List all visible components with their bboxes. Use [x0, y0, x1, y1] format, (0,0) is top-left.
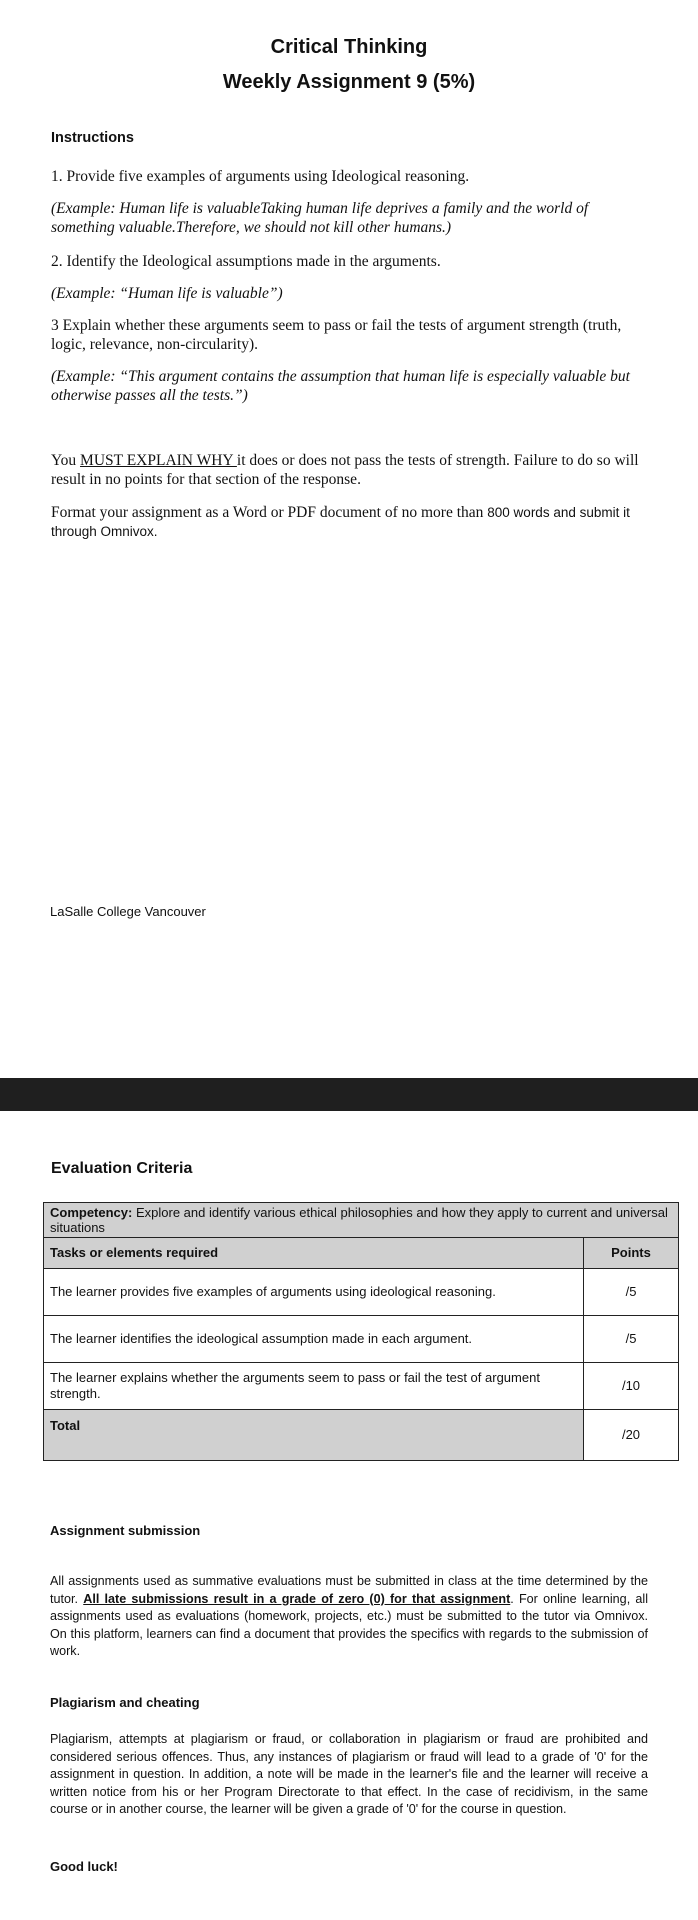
format-paragraph — [51, 503, 631, 541]
format-suffix: 800 words and submit it through Omnivox. — [51, 505, 630, 539]
col-header-points: Points — [584, 1238, 679, 1269]
table-row — [44, 1363, 679, 1410]
format-prefix: Format your assignment as a Word or PDF document of no more than — [51, 504, 488, 521]
late-submission-warning: All late submissions result in a grade of zero (0) for that assignment — [83, 1591, 511, 1606]
points-cell: /10 — [584, 1363, 679, 1410]
col-header-tasks: Tasks or elements required — [44, 1238, 584, 1269]
instruction-item-1: 1. Provide five examples of arguments using Ideological reasoning. — [51, 168, 470, 185]
page-divider — [0, 1078, 698, 1111]
competency-row — [44, 1203, 679, 1238]
must-suffix: it does or does not pass the tests of strength. Failure to do so will result in no points for that section of the response. — [51, 452, 639, 488]
instructions-heading: Instructions — [51, 130, 134, 146]
table-header-row — [44, 1238, 679, 1269]
evaluation-heading: Evaluation Criteria — [51, 1160, 193, 1177]
instruction-example-1: (Example: Human life is valuableTaking human life deprives a family and the world of something valuable.Therefore, we should not kill other humans.) — [51, 200, 589, 236]
total-points: /20 — [584, 1410, 679, 1461]
instruction-example-2: (Example: “Human life is valuable”) — [51, 285, 283, 302]
closing-text: Good luck! — [50, 1859, 118, 1874]
table-row — [44, 1269, 679, 1316]
task-cell: The learner provides five examples of arguments using ideological reasoning. — [44, 1269, 584, 1316]
points-cell: /5 — [584, 1269, 679, 1316]
instruction-item-3: 3 Explain whether these arguments seem to pass or fail the tests of argument strength (truth, logic, relevance, non-circularity). — [51, 317, 622, 353]
must-underlined: MUST EXPLAIN WHY — [80, 452, 237, 469]
table-row — [44, 1316, 679, 1363]
total-label: Total — [44, 1410, 584, 1461]
must-explain-paragraph — [51, 451, 643, 489]
task-cell: The learner identifies the ideological assumption made in each argument. — [44, 1316, 584, 1363]
points-cell: /5 — [584, 1316, 679, 1363]
submission-paragraph — [50, 1573, 648, 1661]
submission-heading: Assignment submission — [50, 1523, 201, 1538]
submission-text-b: . For online learning, all assignments used as evaluations (homework, projects, etc.) must be submitted to the tutor via Omnivox. On this platform, learners can find a document that provides the specifics with regards to the submission of work. — [50, 1591, 648, 1658]
competency-text: Explore and identify various ethical philosophies and how they apply to current and universal situations — [50, 1205, 668, 1235]
page-title: Critical Thinking — [270, 36, 428, 58]
competency-cell — [44, 1203, 679, 1238]
plagiarism-paragraph: Plagiarism, attempts at plagiarism or fraud, or collaboration in plagiarism or fraud are prohibited and considered serious offences. Thus, any instances of plagiarism or fraud will lead to a grade of '0' for the assignment in question. In addition, a note will be made in the learner's file and the learner will receive a written notice from his or her Program Directorate to that effect. In the case of recidivism, in the same course or in another course, the learner will be given a grade of '0' for the course in question. — [50, 1732, 648, 1816]
instruction-example-3: (Example: “This argument contains the assumption that human life is especially valuable but otherwise passes all the tests.”) — [51, 368, 630, 404]
page-subtitle: Weekly Assignment 9 (5%) — [222, 71, 476, 93]
total-row — [44, 1410, 679, 1461]
evaluation-table — [43, 1202, 679, 1461]
task-cell: The learner explains whether the arguments seem to pass or fail the test of argument strength. — [44, 1363, 584, 1410]
must-prefix: You — [51, 452, 81, 469]
competency-label: Competency: — [50, 1205, 133, 1220]
college-name: LaSalle College Vancouver — [50, 904, 206, 919]
instruction-item-2: 2. Identify the Ideological assumptions made in the arguments. — [51, 253, 441, 270]
plagiarism-heading: Plagiarism and cheating — [50, 1695, 200, 1710]
submission-text-a: All assignments used as summative evaluations must be submitted in class at the time determined by the tutor. — [50, 1574, 648, 1606]
